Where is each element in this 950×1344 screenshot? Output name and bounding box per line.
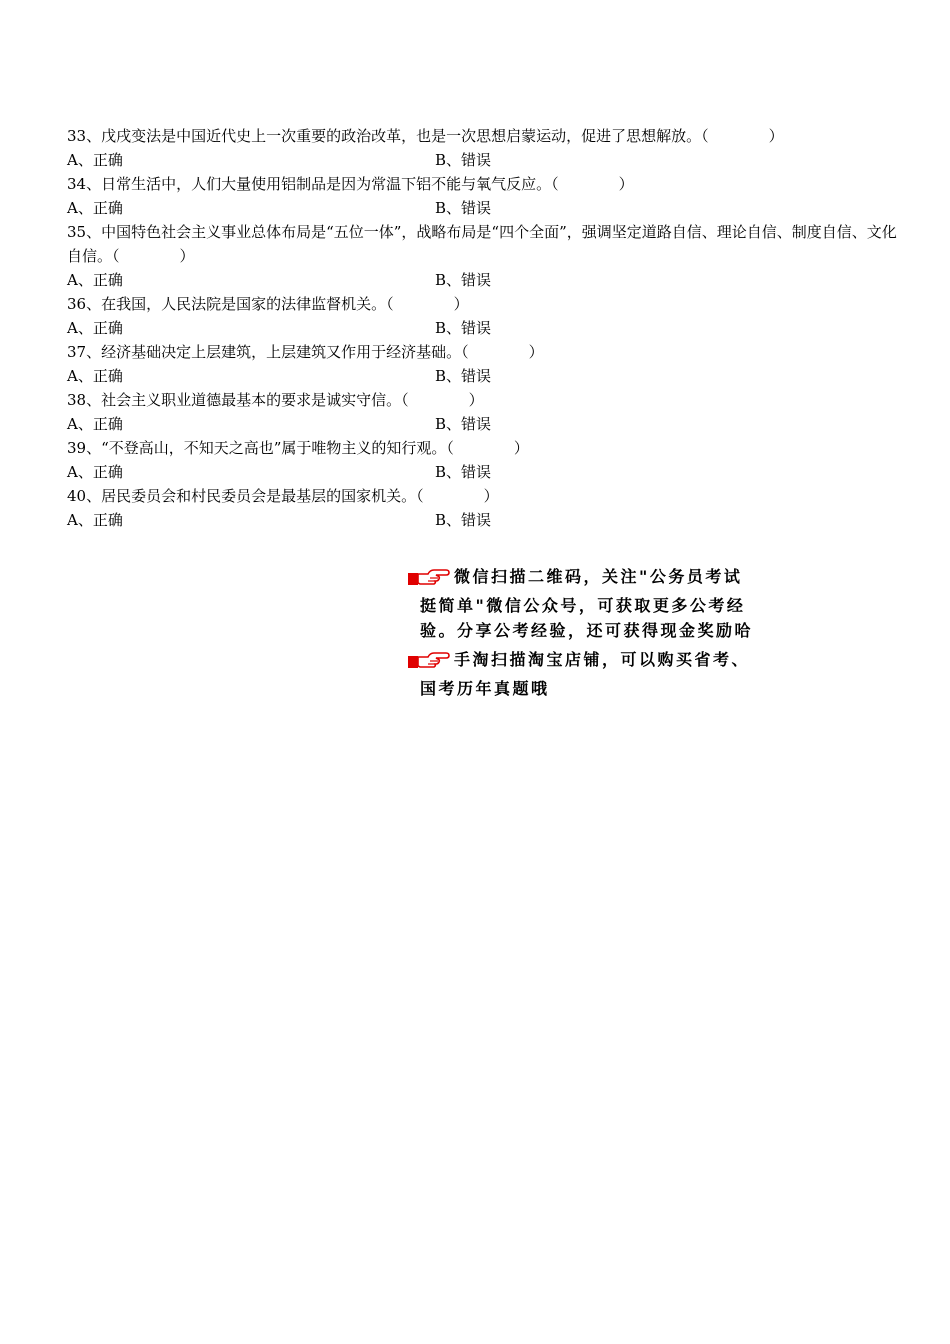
option-b: B、错误 [435, 271, 492, 289]
option-b: B、错误 [435, 151, 492, 169]
question-item [67, 172, 897, 220]
question-list [67, 124, 897, 532]
promo-block [408, 564, 808, 705]
option-b: B、错误 [435, 415, 492, 433]
option-b: B、错误 [435, 199, 492, 217]
option-a: A、正确 [67, 367, 123, 385]
pointing-hand-icon [408, 651, 450, 676]
wechat-promo-line: 挺简单"微信公众号，可获取更多公考经 [420, 596, 746, 615]
question-text: 39、“不登高山，不知天之高也”属于唯物主义的知行观。（ ） [67, 439, 529, 457]
question-options [67, 508, 897, 532]
question-options [67, 412, 897, 436]
question-options [67, 460, 897, 484]
wechat-promo-line: 微信扫描二维码，关注"公务员考试 [454, 567, 743, 586]
option-a: A、正确 [67, 151, 123, 169]
pointing-hand-icon [408, 568, 450, 593]
option-b: B、错误 [435, 367, 492, 385]
wechat-promo-line: 验。分享公考经验，还可获得现金奖励哈 [420, 621, 754, 640]
question-text: 34、日常生活中，人们大量使用铝制品是因为常温下铝不能与氧气反应。（ ） [67, 175, 634, 193]
question-item [67, 388, 897, 436]
question-options [67, 196, 897, 220]
question-item [67, 292, 897, 340]
question-text: 35、中国特色社会主义事业总体布局是“五位一体”，战略布局是“四个全面”，强调坚定道路自信、理论自信、制度自信、文化自信。（ ） [67, 223, 897, 265]
question-options [67, 148, 897, 172]
taobao-promo-line: 手淘扫描淘宝店铺，可以购买省考、 [454, 650, 751, 669]
option-a: A、正确 [67, 271, 123, 289]
question-options [67, 364, 897, 388]
option-a: A、正确 [67, 415, 123, 433]
question-text: 40、居民委员会和村民委员会是最基层的国家机关。（ ） [67, 487, 499, 505]
question-options [67, 268, 897, 292]
option-b: B、错误 [435, 511, 492, 529]
question-item [67, 340, 897, 388]
option-b: B、错误 [435, 463, 492, 481]
question-item [67, 124, 897, 172]
option-a: A、正确 [67, 319, 123, 337]
question-item [67, 484, 897, 532]
question-item [67, 220, 897, 292]
option-b: B、错误 [435, 319, 492, 337]
taobao-promo-line: 国考历年真题哦 [420, 679, 550, 698]
question-options [67, 316, 897, 340]
option-a: A、正确 [67, 463, 123, 481]
question-text: 36、在我国，人民法院是国家的法律监督机关。（ ） [67, 295, 469, 313]
option-a: A、正确 [67, 511, 123, 529]
question-item [67, 436, 897, 484]
taobao-promo [408, 647, 808, 701]
option-a: A、正确 [67, 199, 123, 217]
question-text: 33、戊戌变法是中国近代史上一次重要的政治改革，也是一次思想启蒙运动，促进了思想解放。（ ） [67, 127, 784, 145]
question-text: 38、社会主义职业道德最基本的要求是诚实守信。（ ） [67, 391, 484, 409]
question-text: 37、经济基础决定上层建筑，上层建筑又作用于经济基础。（ ） [67, 343, 544, 361]
wechat-promo [408, 564, 808, 643]
